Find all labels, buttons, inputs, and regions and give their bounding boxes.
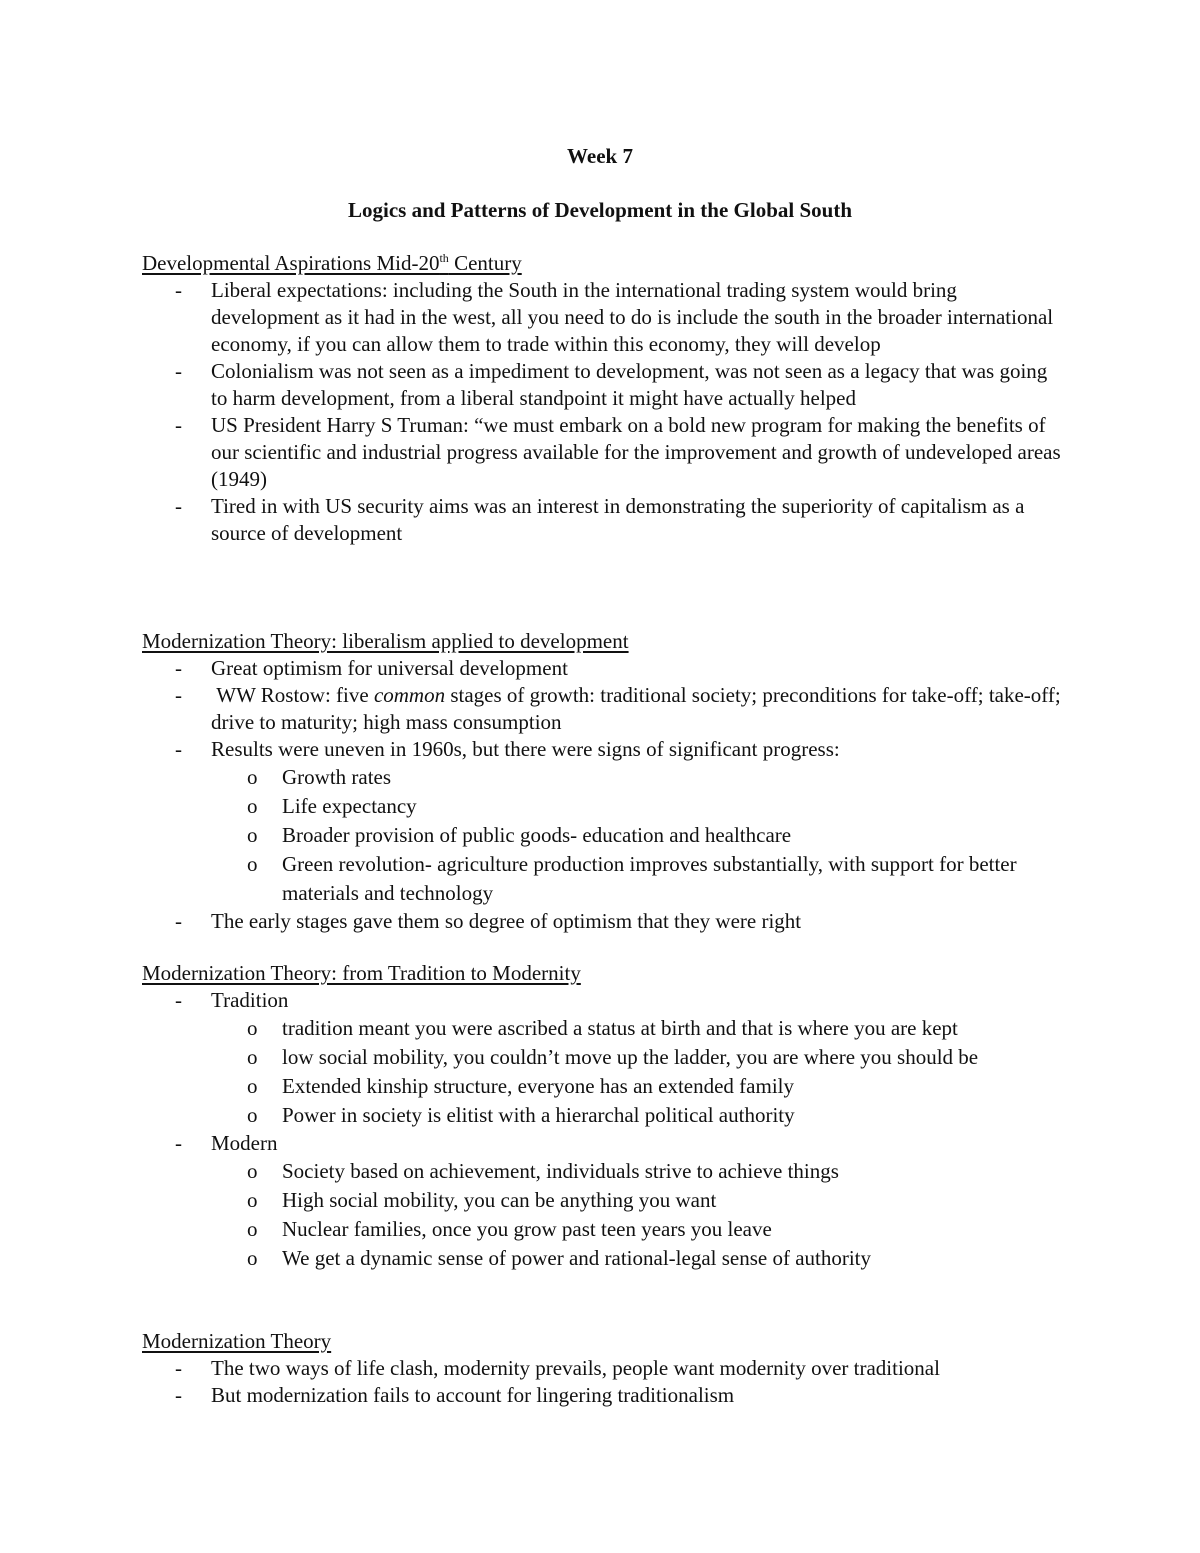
circle-bullet-icon: o bbox=[247, 1159, 258, 1183]
list-item: - Colonialism was not seen as a impediment to development, was not seen as a legacy that was going to harm development, from a liberal standpoint it might have actually helped bbox=[175, 359, 1048, 410]
list-item: - Tradition bbox=[175, 988, 289, 1012]
list-item: - But modernization fails to account for lingering traditionalism bbox=[175, 1383, 735, 1407]
circle-bullet-icon: o bbox=[247, 1217, 258, 1241]
section-heading: Modernization Theory: from Tradition to Modernity bbox=[142, 961, 581, 985]
sub-list-item: o Power in society is elitist with a hierarchal political authority bbox=[142, 1101, 1062, 1130]
dash-bullet-icon: - bbox=[175, 1356, 182, 1380]
circle-bullet-icon: o bbox=[247, 823, 258, 847]
circle-bullet-icon: o bbox=[247, 794, 258, 818]
list-item: - The early stages gave them so degree of optimism that they were right bbox=[175, 909, 802, 933]
list-item: - Results were uneven in 1960s, but there were signs of significant progress: bbox=[175, 737, 840, 761]
sub-list-item: o Extended kinship structure, everyone has an extended family bbox=[142, 1072, 1062, 1101]
circle-bullet-icon: o bbox=[247, 1103, 258, 1127]
list-item: - Great optimism for universal development bbox=[175, 656, 568, 680]
circle-bullet-icon: o bbox=[247, 1188, 258, 1212]
list-item: - US President Harry S Truman: “we must embark on a bold new program for making the benefits of our scientific and industrial progress available for the improvement and growth of undeveloped areas (1949) bbox=[175, 413, 1061, 491]
section-developmental-aspirations bbox=[142, 250, 1062, 547]
section-heading: Modernization Theory: liberalism applied to development bbox=[142, 629, 629, 653]
dash-bullet-icon: - bbox=[175, 278, 182, 302]
circle-bullet-icon: o bbox=[247, 852, 258, 876]
sub-list-item: o High social mobility, you can be anything you want bbox=[142, 1186, 1062, 1215]
circle-bullet-icon: o bbox=[247, 765, 258, 789]
dash-bullet-icon: - bbox=[175, 737, 182, 761]
dash-bullet-icon: - bbox=[175, 1131, 182, 1155]
bullet-list bbox=[142, 987, 1062, 1273]
dash-bullet-icon: - bbox=[175, 683, 182, 707]
list-item: - Tired in with US security aims was an interest in demonstrating the superiority of capitalism as a source of development bbox=[175, 494, 1025, 545]
circle-bullet-icon: o bbox=[247, 1016, 258, 1040]
circle-bullet-icon: o bbox=[247, 1246, 258, 1270]
section-tradition-to-modernity bbox=[142, 960, 1062, 1273]
sub-list-item: o low social mobility, you couldn’t move up the ladder, you are where you should be bbox=[142, 1043, 1062, 1072]
sub-list-item: o Growth rates bbox=[142, 763, 1062, 792]
bullet-list bbox=[142, 1355, 1062, 1409]
dash-bullet-icon: - bbox=[175, 359, 182, 383]
page-title: Week 7 bbox=[567, 144, 633, 168]
bullet-list bbox=[142, 277, 1062, 547]
list-item: - Modern bbox=[175, 1131, 278, 1155]
list-item: - Liberal expectations: including the South in the international trading system would bring development as it had in the west, all you need to do is include the south in the broader international economy, if you can allow them to trade within this economy, they will develop bbox=[175, 278, 1054, 356]
sub-list-item: o Society based on achievement, individuals strive to achieve things bbox=[142, 1157, 1062, 1186]
dash-bullet-icon: - bbox=[175, 494, 182, 518]
sub-list-item: o We get a dynamic sense of power and rational-legal sense of authority bbox=[142, 1244, 1062, 1273]
dash-bullet-icon: - bbox=[175, 988, 182, 1012]
sub-list-item: o Green revolution- agriculture production improves substantially, with support for better materials and technology bbox=[247, 852, 1017, 905]
circle-bullet-icon: o bbox=[247, 1074, 258, 1098]
dash-bullet-icon: - bbox=[175, 1383, 182, 1407]
section-heading: Developmental Aspirations Mid-20th Century bbox=[142, 251, 522, 275]
sub-list-item: o Nuclear families, once you grow past teen years you leave bbox=[142, 1215, 1062, 1244]
dash-bullet-icon: - bbox=[175, 656, 182, 680]
list-item: - WW Rostow: five common stages of growth: traditional society; preconditions for take-off; take-off; drive to maturity; high mass consumption bbox=[175, 683, 1061, 734]
dash-bullet-icon: - bbox=[175, 413, 182, 437]
circle-bullet-icon: o bbox=[247, 1045, 258, 1069]
section-modernization-liberalism bbox=[142, 628, 1062, 935]
bullet-list bbox=[142, 655, 1062, 935]
list-item: - The two ways of life clash, modernity prevails, people want modernity over traditional bbox=[175, 1356, 940, 1380]
dash-bullet-icon: - bbox=[175, 909, 182, 933]
sub-list-item: o tradition meant you were ascribed a status at birth and that is where you are kept bbox=[142, 1014, 1062, 1043]
sub-list-item: o Life expectancy bbox=[142, 792, 1062, 821]
page-subtitle: Logics and Patterns of Development in the Global South bbox=[347, 198, 853, 222]
sub-list-item: o Broader provision of public goods- education and healthcare bbox=[142, 821, 1062, 850]
section-heading: Modernization Theory bbox=[142, 1329, 332, 1353]
section-modernization-theory bbox=[142, 1328, 1062, 1409]
